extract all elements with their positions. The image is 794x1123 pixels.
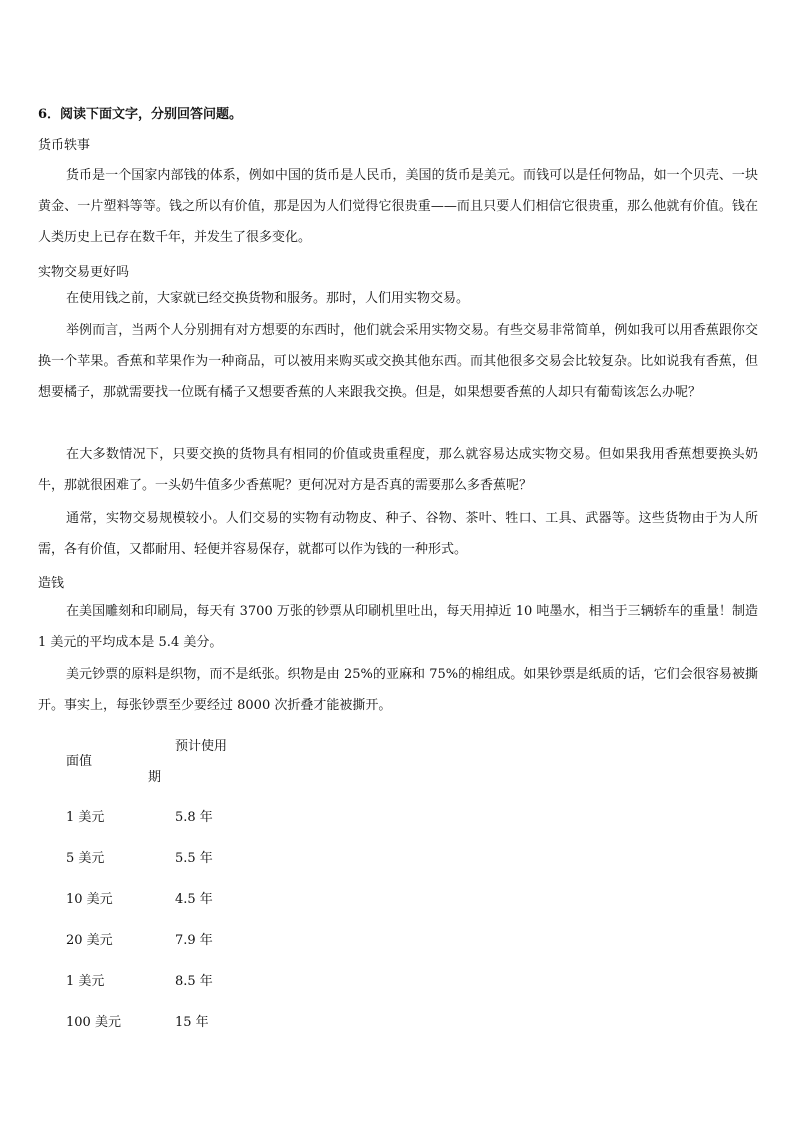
paragraph-barter-4: 通常，实物交易规模较小。人们交易的实物有动物皮、种子、谷物、茶叶、牲口、工具、武器等。这些货物由于为人所需，各有价值，又都耐用、轻便并容易保存，就都可以作为钱的一种形式。 (38, 511, 758, 557)
table-cell-life: 5.8 年 (175, 810, 213, 825)
paragraph-making-money-1: 在美国雕刻和印刷局，每天有 3700 万张的钞票从印刷机里吐出，每天用掉近 10 吨墨水，相当于三辆轿车的重量！制造 1 美元的平均成本是 5.4 美分。 (38, 604, 758, 650)
table-cell-denomination: 1 美元 (66, 974, 105, 989)
heading-making-money: 造钱 (38, 576, 65, 591)
table-cell-denomination: 10 美元 (66, 892, 113, 907)
question-title: 6．阅读下面文字，分别回答问题。 (38, 107, 243, 122)
table-cell-denomination: 1 美元 (66, 810, 105, 825)
heading-barter: 实物交易更好吗 (38, 265, 130, 280)
paragraph-barter-2: 举例而言，当两个人分别拥有对方想要的东西时，他们就会采用实物交易。有些交易非常简单，例如我可以用香蕉跟你交换一个苹果。香蕉和苹果作为一种商品，可以被用来购买或交换其他东西。而其他很多交易会比较复杂。比如说我有香蕉，但想要橘子，那就需要找一位既有橘子又想要香蕉的人来跟我交换。但是，如果想要香蕉的人却只有葡萄该怎么办呢？ (38, 323, 758, 400)
table-cell-denomination: 100 美元 (66, 1015, 121, 1030)
table-header-denomination: 面值 (66, 754, 93, 769)
table-cell-life: 7.9 年 (175, 933, 213, 948)
table-cell-life: 5.5 年 (175, 851, 213, 866)
table-cell-denomination: 5 美元 (66, 851, 105, 866)
table-cell-life: 4.5 年 (175, 892, 213, 907)
heading-currency-anecdotes: 货币轶事 (38, 138, 91, 153)
paragraph-barter-1: 在使用钱之前，大家就已经交换货物和服务。那时，人们用实物交易。 (66, 291, 470, 306)
table-header-life-line1: 预计使用 (175, 739, 228, 754)
table-cell-life: 15 年 (175, 1015, 209, 1030)
paragraph-making-money-2: 美元钞票的原料是织物，而不是纸张。织物是由 25%的亚麻和 75%的棉组成。如果钞票是纸质的话，它们会很容易被撕开。事实上，每张钞票至少要经过 8000 次折叠才能被撕开。 (38, 667, 758, 713)
paragraph-barter-3: 在大多数情况下，只要交换的货物具有相同的价值或贵重程度，那么就容易达成实物交易。但如果我用香蕉想要换头奶牛，那就很困难了。一头奶牛值多少香蕉呢？更何况对方是否真的需要那么多香蕉呢？ (38, 447, 758, 493)
paragraph-currency-intro: 货币是一个国家内部钱的体系，例如中国的货币是人民币，美国的货币是美元。而钱可以是任何物品，如一个贝壳、一块黄金、一片塑料等等。钱之所以有价值，那是因为人们觉得它很贵重——而且只要人们相信它很贵重，那么他就有价值。钱在人类历史上已存在数千年，并发生了很多变化。 (38, 168, 758, 245)
table-header-life-line2: 期 (148, 770, 162, 785)
table-cell-life: 8.5 年 (175, 974, 213, 989)
table-cell-denomination: 20 美元 (66, 933, 113, 948)
